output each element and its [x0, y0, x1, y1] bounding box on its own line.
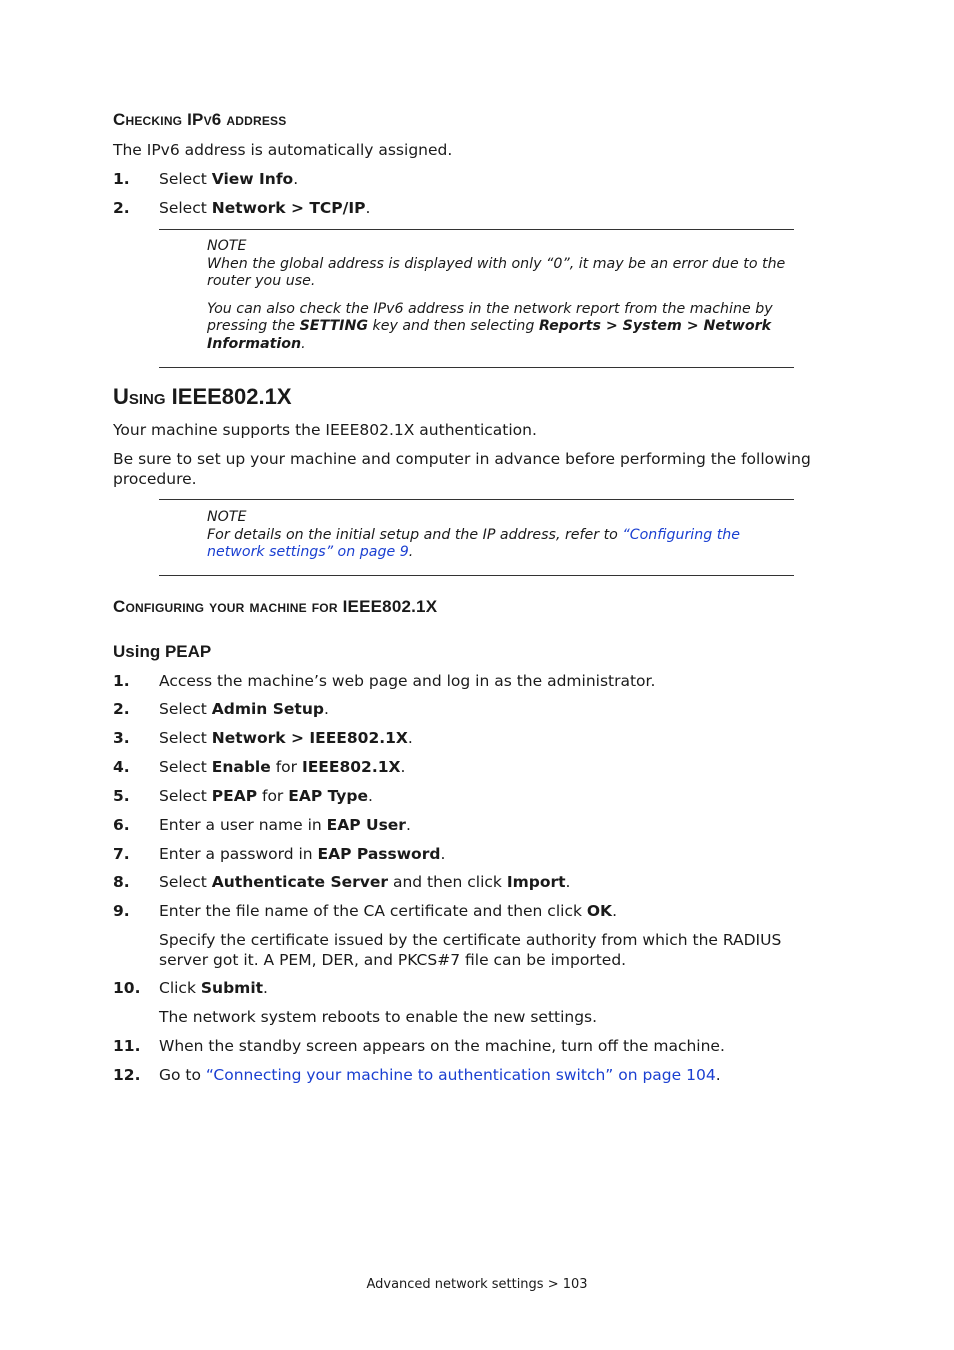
- note-label: NOTE: [207, 509, 247, 525]
- step-text: Select Authenticate Server and then click Import.: [159, 873, 571, 891]
- step-text: Access the machine’s web page and log in as the administrator.: [159, 672, 656, 690]
- note-divider-top: [159, 499, 794, 500]
- step-number: 6.: [113, 816, 130, 834]
- step-number: 9.: [113, 902, 130, 920]
- ipv6-intro: The IPv6 address is automatically assigned.: [113, 141, 453, 159]
- step-number: 2.: [113, 700, 130, 718]
- step-text: Click Submit.: [159, 979, 268, 997]
- step-text: Select Enable for IEEE802.1X.: [159, 758, 406, 776]
- network-settings-link[interactable]: “Configuring the network settings” on page 9: [207, 526, 741, 560]
- step-number: 4.: [113, 758, 130, 776]
- step-number: 11.: [113, 1037, 141, 1055]
- step-text: Select Network > IEEE802.1X.: [159, 729, 413, 747]
- note-box-ipv6: [207, 238, 787, 353]
- step-text: Go to “Connecting your machine to authentication switch” on page 104.: [159, 1066, 721, 1084]
- section-heading-ieee: Using IEEE802.1X: [113, 384, 292, 409]
- note-text: For details on the initial setup and the IP address, refer to “Configuring the network settings” on page 9.: [207, 526, 741, 560]
- step-number: 8.: [113, 873, 130, 891]
- note-divider-bottom: [159, 367, 794, 368]
- note-text: You can also check the IPv6 address in the network report from the machine by pressing the SETTING key and then selecting Reports > System > Network Information.: [207, 300, 773, 352]
- step-detail: The network system reboots to enable the new settings.: [159, 1008, 598, 1026]
- step-number: 12.: [113, 1066, 141, 1084]
- step-number: 3.: [113, 729, 130, 747]
- note-divider-bottom: [159, 575, 794, 576]
- step-text: When the standby screen appears on the machine, turn off the machine.: [159, 1037, 725, 1055]
- step-number: 1.: [113, 170, 130, 188]
- section-heading-ipv6: Checking IPv6 address: [113, 110, 287, 129]
- step-number: 2.: [113, 199, 130, 217]
- step-text: Select View Info.: [159, 170, 299, 188]
- ieee-paragraph: Be sure to set up your machine and computer in advance before performing the following procedure.: [113, 450, 811, 488]
- section-heading-configure: Configuring your machine for IEEE802.1X: [113, 597, 438, 616]
- step-text: Enter a user name in EAP User.: [159, 816, 411, 834]
- step-number: 10.: [113, 979, 141, 997]
- step-text: Enter the file name of the CA certificate and then click OK.: [159, 902, 617, 920]
- step-number: 1.: [113, 672, 130, 690]
- note-divider-top: [159, 229, 794, 230]
- step-text: Select Admin Setup.: [159, 700, 329, 718]
- page-footer: Advanced network settings > 103: [366, 1277, 588, 1292]
- note-text: When the global address is displayed with only “0”, it may be an error due to the router you use.: [207, 255, 786, 289]
- step-number: 7.: [113, 845, 130, 863]
- note-box-ieee: [207, 509, 787, 562]
- note-label: NOTE: [207, 238, 247, 254]
- ieee-paragraph: Your machine supports the IEEE802.1X authentication.: [113, 421, 537, 439]
- step-text: Select PEAP for EAP Type.: [159, 787, 373, 805]
- step-text: Enter a password in EAP Password.: [159, 845, 446, 863]
- step-number: 5.: [113, 787, 130, 805]
- step-text: Select Network > TCP/IP.: [159, 199, 371, 217]
- subheading-peap: Using PEAP: [113, 642, 212, 661]
- authentication-switch-link[interactable]: “Connecting your machine to authentication switch” on page 104: [205, 1066, 716, 1084]
- step-detail: Specify the certificate issued by the certificate authority from which the RADIUS server got it. A PEM, DER, and PKCS#7 file can be imported.: [159, 931, 782, 969]
